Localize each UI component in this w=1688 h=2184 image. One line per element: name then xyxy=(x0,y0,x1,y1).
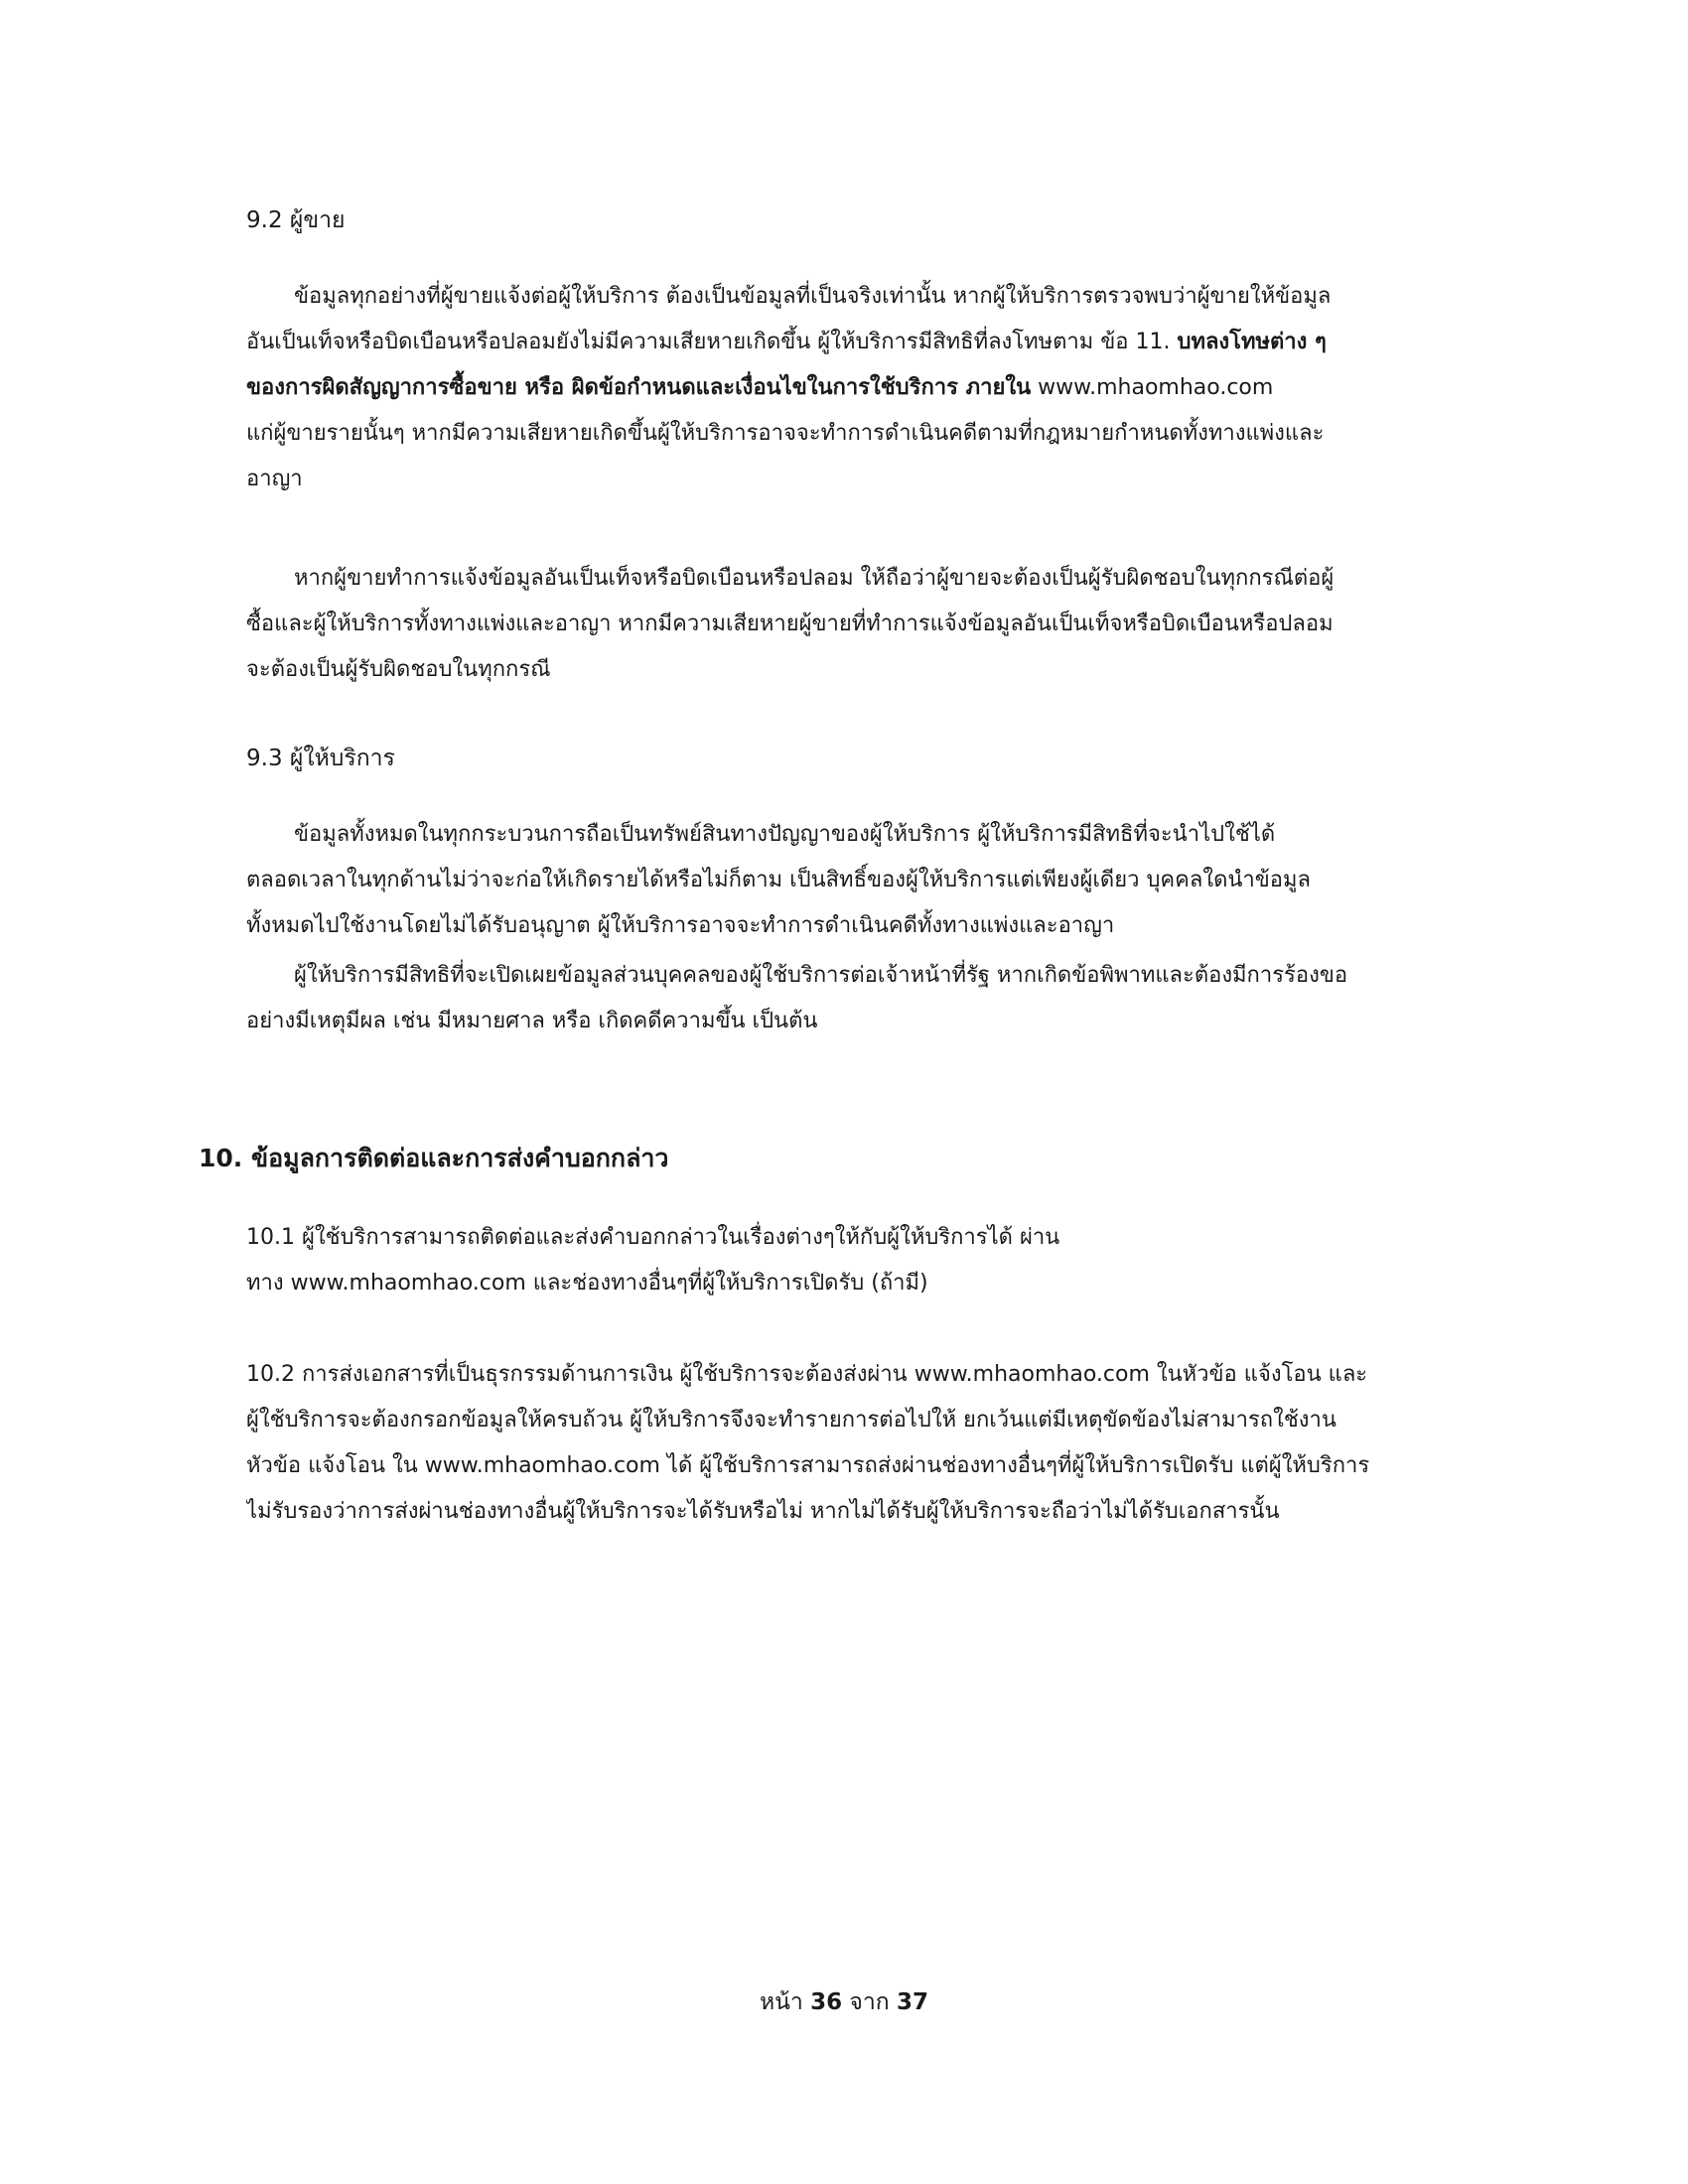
text-line: ซื้อและผู้ให้บริการทั้งทางแพ่งและอาญา หากมีความเสียหายผู้ขายที่ทำการแจ้งข้อมูลอันเป็นเท็จหรือบิดเบือนหรือปลอม xyxy=(246,612,1334,636)
section-9-3-title: 9.3 ผู้ให้บริการ xyxy=(246,746,395,771)
text-line: หากผู้ขายทำการแจ้งข้อมูลอันเป็นเท็จหรือบิดเบือนหรือปลอม ให้ถือว่าผู้ขายจะต้องเป็นผู้รับผิดชอบในทุกกรณีต่อผู้ xyxy=(294,566,1335,591)
text-line: อาญา xyxy=(246,467,303,491)
text-line: อย่างมีเหตุมีผล เช่น มีหมายศาล หรือ เกิดคดีความขึ้น เป็นต้น xyxy=(246,1009,818,1033)
text-line: ผู้ใช้บริการจะต้องกรอกข้อมูลให้ครบถ้วน ผู้ให้บริการจึงจะทำรายการต่อไปให้ ยกเว้นแต่มีเหตุขัดข้องไม่สามารถใช้งาน xyxy=(246,1408,1336,1433)
text-line: 10.1 ผู้ใช้บริการสามารถติดต่อและส่งคำบอกกล่าวในเรื่องต่างๆให้กับผู้ให้บริการได้ ผ่าน xyxy=(246,1225,1060,1250)
footer-middle: จาก xyxy=(842,1989,898,2015)
text-line: ตลอดเวลาในทุกด้านไม่ว่าจะก่อให้เกิดรายได้หรือไม่ก็ตาม เป็นสิทธิ์ของผู้ให้บริการแต่เพียงผู้เดียว บุคคลใดนำข้อมูล xyxy=(246,868,1311,892)
total-page-number: 37 xyxy=(897,1989,929,2015)
current-page-number: 36 xyxy=(810,1989,843,2015)
bold-text: ของการผิดสัญญาการซื้อขาย หรือ ผิดข้อกำหนดและเงื่อนไขในการใช้บริการ ภายใน xyxy=(246,375,1032,400)
section-10-title: 10. ข้อมูลการติดต่อและการส่งคำบอกกล่าว xyxy=(199,1144,669,1172)
text-line: หัวข้อ แจ้งโอน ใน www.mhaomhao.com ได้ ผู้ใช้บริการสามารถส่งผ่านช่องทางอื่นๆที่ผู้ให้บริการเปิดรับ แต่ผู้ให้บริการ xyxy=(246,1453,1370,1478)
text-line xyxy=(246,320,1487,365)
text-line: 10.2 การส่งเอกสารที่เป็นธุรกรรมด้านการเงิน ผู้ใช้บริการจะต้องส่งผ่าน www.mhaomhao.com ในหัวข้อ แจ้งโอน และ xyxy=(246,1362,1368,1387)
section-10-1-paragraph xyxy=(246,1215,1487,1306)
section-9-3-paragraph-2 xyxy=(246,953,1487,1044)
bold-text: บทลงโทษต่าง ๆ xyxy=(1177,330,1327,354)
text-span: อันเป็นเท็จหรือบิดเบือนหรือปลอมยังไม่มีความเสียหายเกิดขึ้น ผู้ให้บริการมีสิทธิที่ลงโทษตาม ข้อ 11. xyxy=(246,330,1178,354)
section-9-2-paragraph-2 xyxy=(246,556,1487,693)
text-line: ไม่รับรองว่าการส่งผ่านช่องทางอื่นผู้ให้บริการจะได้รับหรือไม่ หากไม่ได้รับผู้ให้บริการจะถือว่าไม่ได้รับเอกสารนั้น xyxy=(246,1499,1280,1524)
footer-prefix: หน้า xyxy=(759,1989,811,2015)
section-9-2-title: 9.2 ผู้ขาย xyxy=(246,207,346,233)
text-line: จะต้องเป็นผู้รับผิดชอบในทุกกรณี xyxy=(246,657,551,682)
section-9-2-paragraph-1 xyxy=(246,274,1487,502)
text-line: แก่ผู้ขายรายนั้นๆ หากมีความเสียหายเกิดขึ้นผู้ให้บริการอาจจะทำการดำเนินคดีตามที่กฎหมายกำหนดทั้งทางแพ่งและ xyxy=(246,421,1325,446)
text-line: ข้อมูลทุกอย่างที่ผู้ขายแจ้งต่อผู้ให้บริการ ต้องเป็นข้อมูลที่เป็นจริงเท่านั้น หากผู้ให้บริการตรวจพบว่าผู้ขายให้ข้อมูล xyxy=(294,284,1332,309)
page-number-footer xyxy=(0,1987,1688,2017)
text-line: ผู้ให้บริการมีสิทธิที่จะเปิดเผยข้อมูลส่วนบุคคลของผู้ใช้บริการต่อเจ้าหน้าที่รัฐ หากเกิดข้อพิพาทและต้องมีการร้องขอ xyxy=(294,963,1348,988)
text-line: ข้อมูลทั้งหมดในทุกกระบวนการถือเป็นทรัพย์สินทางปัญญาของผู้ให้บริการ ผู้ให้บริการมีสิทธิที่จะนำไปใช้ได้ xyxy=(294,822,1276,847)
section-9-3-paragraph-1 xyxy=(246,812,1487,949)
text-line: ทั้งหมดไปใช้งานโดยไม่ได้รับอนุญาต ผู้ให้บริการอาจจะทำการดำเนินคดีทั้งทางแพ่งและอาญา xyxy=(246,913,1115,938)
section-10-2-paragraph xyxy=(246,1352,1487,1535)
text-line xyxy=(246,365,1487,411)
text-line: ทาง www.mhaomhao.com และช่องทางอื่นๆที่ผู้ให้บริการเปิดรับ (ถ้ามี) xyxy=(246,1271,928,1296)
text-span: www.mhaomhao.com xyxy=(1031,375,1274,400)
